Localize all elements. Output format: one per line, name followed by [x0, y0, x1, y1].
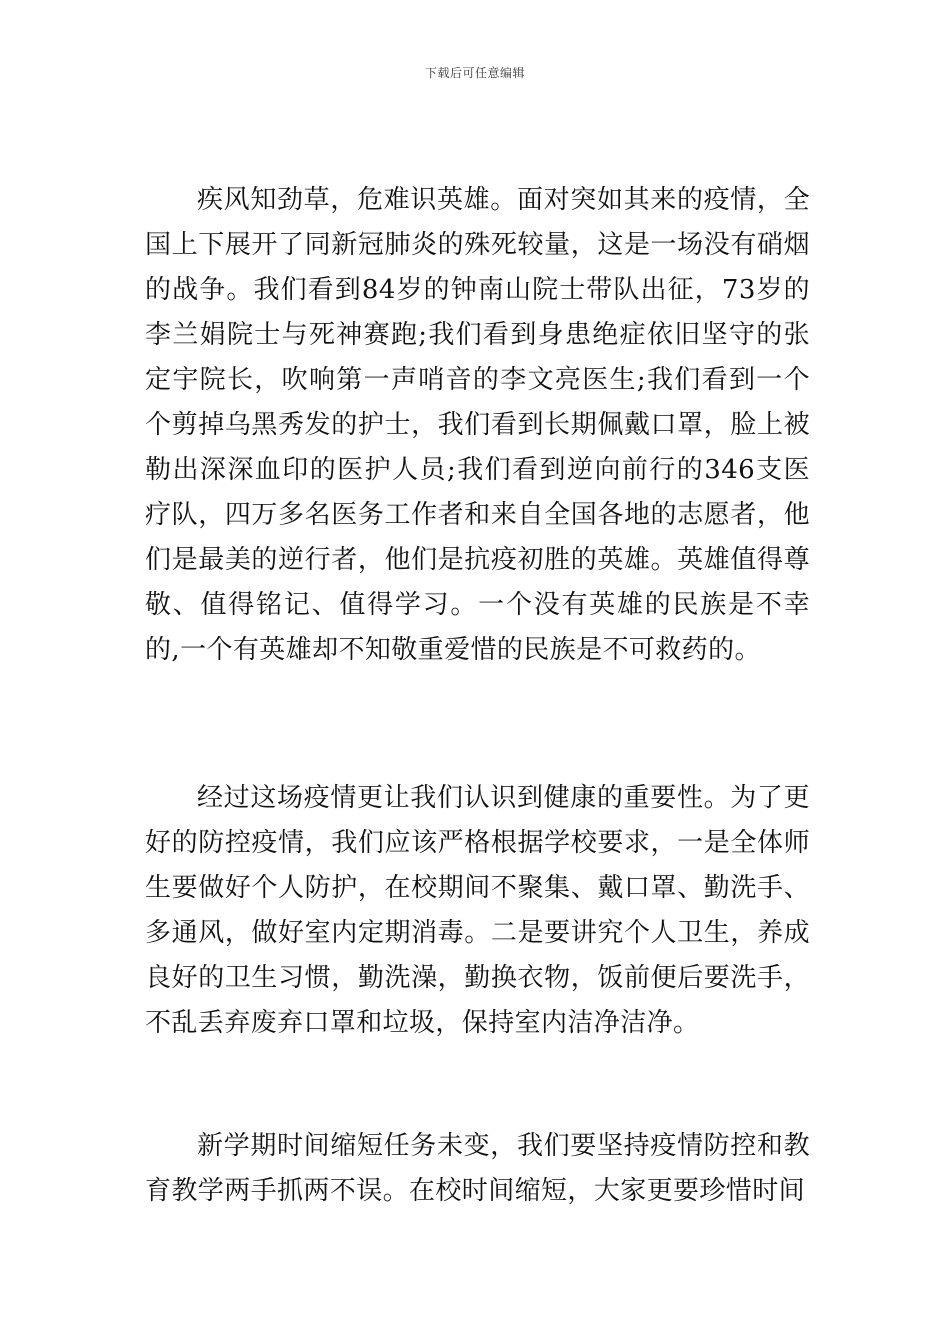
paragraph-text: 疾风知劲草，危难识英雄。面对突如其来的疫情，全国上下展开了同新冠肺炎的殊死较量，这是一场没有硝烟的战争。我们看到84岁的钟南山院士带队出征，73岁的李兰娟院士与死神赛跑;我们看到身患绝症依旧坚守的张定宇院长，吹响第一声哨音的李文亮医生;我们看到一个个剪掉乌黑秀发的护士，我们看到长期佩戴口罩，脸上被勒出深深血印的医护人员;我们看到逆向前行的346支医疗队，四万多名医务工作者和来自全国各地的志愿者，他们是最美的逆行者，他们是抗疫初胜的英雄。英雄值得尊敬、值得铭记、值得学习。一个没有英雄的民族是不幸的,一个有英雄却不知敬重爱惜的民族是不可救药的。	[145, 185, 810, 665]
paragraph-text: 经过这场疫情更让我们认识到健康的重要性。为了更好的防控疫情，我们应该严格根据学校要求，一是全体师生要做好个人防护，在校期间不聚集、戴口罩、勤洗手、多通风，做好室内定期消毒。二是要讲究个人卫生，养成良好的卫生习惯，勤洗澡，勤换衣物，饭前便后要洗手，不乱丢弃废弃口罩和垃圾，保持室内洁净洁净。	[145, 783, 810, 1038]
paragraph-heroes	[145, 178, 810, 673]
paragraph-new-semester	[145, 1124, 810, 1214]
paragraph-text: 新学期时间缩短任务未变，我们要坚持疫情防控和教育教学两手抓两不误。在校时间缩短，大家更要珍惜时间	[145, 1131, 810, 1206]
page-header-note: 下载后可任意编辑	[424, 66, 525, 80]
paragraph-health	[145, 776, 810, 1046]
